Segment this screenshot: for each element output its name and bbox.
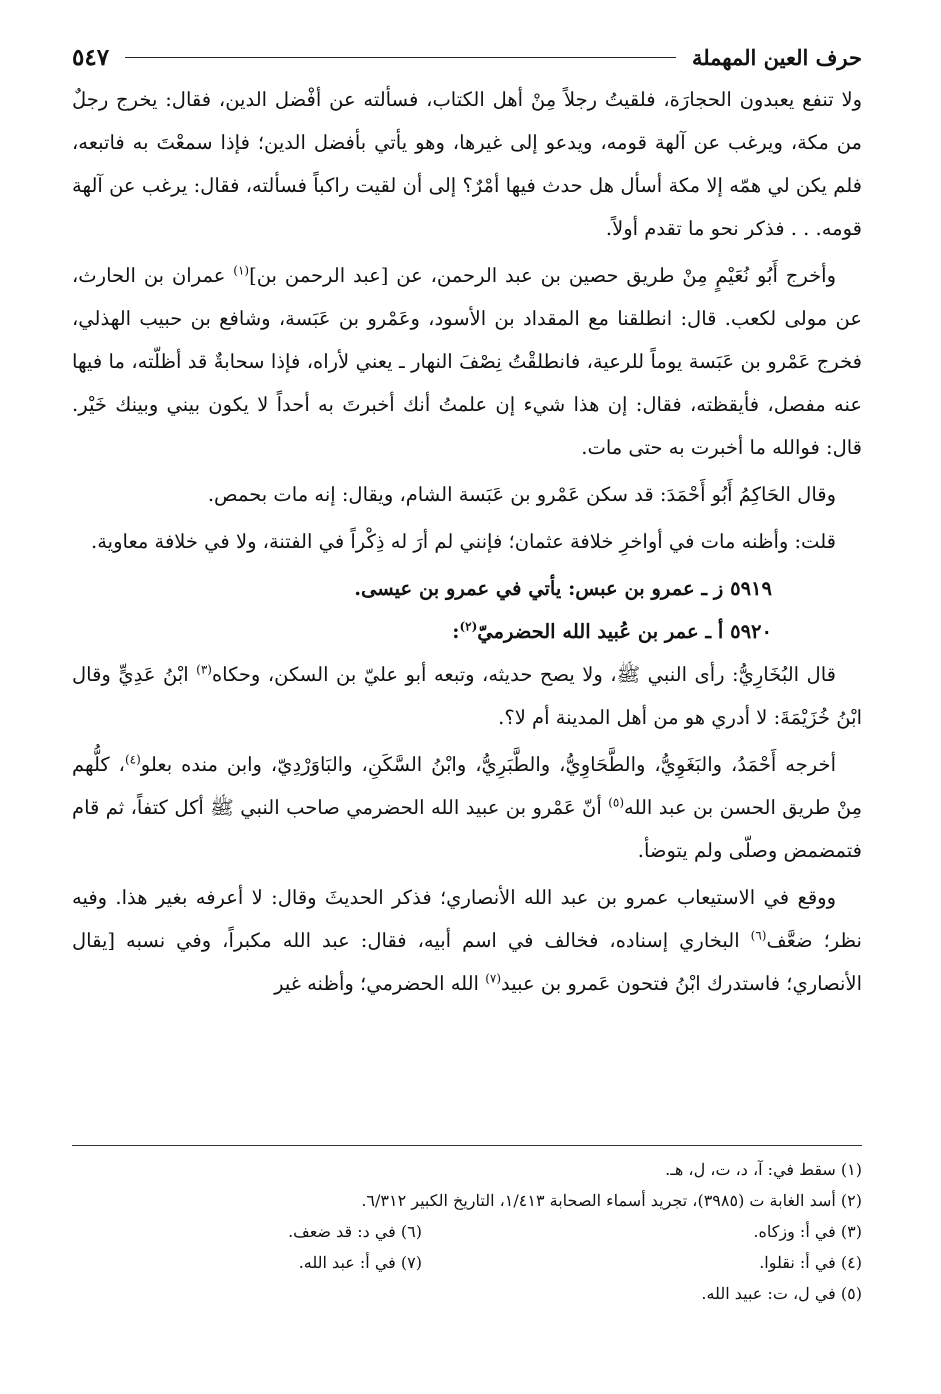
footnote-ref-2: (٢) [459,619,478,634]
paragraph-akhrajahu: أخرجه أَحْمَدُ، والبَغَوِيُّ، والطَّحَاوِيُّ، والطَّبَرِيُّ، وابْنُ السَّكَنِ، والبَاوَرْدِيّ، وابن منده بعلو$^{(٤)}$، كلُّهم مِنْ طريق الحسن بن عبد الله$^{(٥)}$ أنّ عَمْرو بن عبيد الله الحضرمي صاحب النبي ﷺ أكل كتفاً، ثم قام فتمضمض وصلّى ولم يتوضأ. [72,752,863,862]
footnote-ref-4: (٤) [124,752,141,767]
header-rule [125,57,676,58]
footnotes-right-column [361,1154,862,1309]
footnote-1: (١) سقط في: آ، د، ت، ل، هـ. [665,1160,862,1179]
page-header [72,36,862,78]
footnote-ref-5: (٥) [608,795,625,810]
footnote-5: (٥) في ل، ت: عبيد الله. [701,1284,862,1303]
paragraph-bukhari: قال البُخَارِيُّ: رأى النبي ﷺ، ولا يصح حديثه، وتبعه أبو عليّ بن السكن، وحكاه$^{(٣)}$ ابْنُ عَدِيٍّ وقال ابْنُ خُزَيْمَةَ: لا أدري هو من أهل المدينة أم لا؟. [72,662,862,729]
page-number: ٥٤٧ [72,43,110,71]
page-content [72,36,862,1009]
footnote-4: (٤) في أ: نقلوا. [759,1253,862,1272]
footnote-ref-3: (٣) [196,662,212,677]
footnote-ref-6: (٦) [750,928,767,943]
running-title: حرف العين المهملة [691,44,862,70]
paragraph-hakim: وقال الحَاكِمُ أَبُو أَحْمَدَ: قد سكن عَمْرو بن عَبَسة الشام، ويقال: إنه مات بحمص. [207,483,836,506]
paragraph-abu-nuaim: وأخرج أَبُو نُعَيْمٍ مِنْ طريق حصين بن عبد الرحمن، عن [عبد الرحمن بن]$^{(١)}$ عمران بن الحارث، عن مولى لكعب. قال: انطلقنا مع المقداد بن الأسود، وعَمْرو بن عَبَسة، وشافع بن حبيب الهذلي، فخرج عَمْرو بن عَبَسة يوماً للرعية، فانطلقْتُ نِصْفَ النهار ـ يعني لأراه، فإذا سحابةٌ قد أظلّته، ما فيها عنه مفصل، فأيقظته، فقال: إن هذا شيء إن علمتُ أنك أخبرتَ به أحداً لا يكون بيني وبينك خَيْر. قال: فوالله ما أخبرت به حتى مات. [72,263,862,459]
footnotes [72,1145,862,1309]
paragraph-continuation: ولا تنفع يعبدون الحجارَة، فلقيتُ رجلاً مِنْ أهل الكتاب، فسألته عن أفْضل الدين، فقال: يخرج رجلٌ من مكة، ويرغب عن آلهة قومه، ويدعو إلى غيرها، وهو يأتي بأفضل الدين؛ فإذا سمعْتَ به فاتبعه، فلم يكن لي همّه إلا مكة أسأل هل حدث فيها أمْرٌ؟ إلى أن لقيت راكباً فسألته، فقال: يرغب عن آلهة قومه. . . فذكر نحو ما تقدم أولاً. [72,88,862,240]
paragraph-qultu: قلت: وأظنه مات في أواخرِ خلافة عثمان؛ فإنني لم أرَ له ذِكْراً في الفتنة، ولا في خلافة معاوية. [91,530,836,553]
entry-5919: ٥٩١٩ ز ـ عمرو بن عبس: يأتي في عمرو بن عيسى. [354,577,772,600]
footnote-ref-1: (١) [233,263,250,278]
footnote-3: (٣) في أ: وزكاه. [753,1222,862,1241]
footnote-ref-7: (٧) [485,971,502,986]
body-text [72,78,862,1005]
entry-5920: ٥٩٢٠ أ ـ عمر بن عُبيد الله الحضرميّ$^{(٢)}$: [452,619,772,643]
paragraph-istiab: ووقع في الاستيعاب عمرو بن عبد الله الأنصاري؛ فذكر الحديثَ وقال: لا أعرفه بغير هذا. وفيه نظر؛ ضعَّف$^{(٦)}$ البخاري إسناده، فخالف في اسم أبيه، فقال: عبد الله مكبراً، وفي نسبه [يقال الأنصاري؛ فاستدرك ابْنُ فتحون عَمرو بن عبيد$^{(٧)}$ الله الحضرمي؛ وأظنه غير [72,886,862,995]
footnotes-left-column [288,1154,422,1309]
footnote-6: (٦) في د: قد ضعف. [288,1222,422,1241]
footnote-7: (٧) في أ: عبد الله. [298,1253,422,1272]
footnote-2: (٢) أسد الغابة ت (٣٩٨٥)، تجريد أسماء الصحابة ١/٤١٣، التاريخ الكبير ٦/٣١٢. [361,1191,862,1210]
